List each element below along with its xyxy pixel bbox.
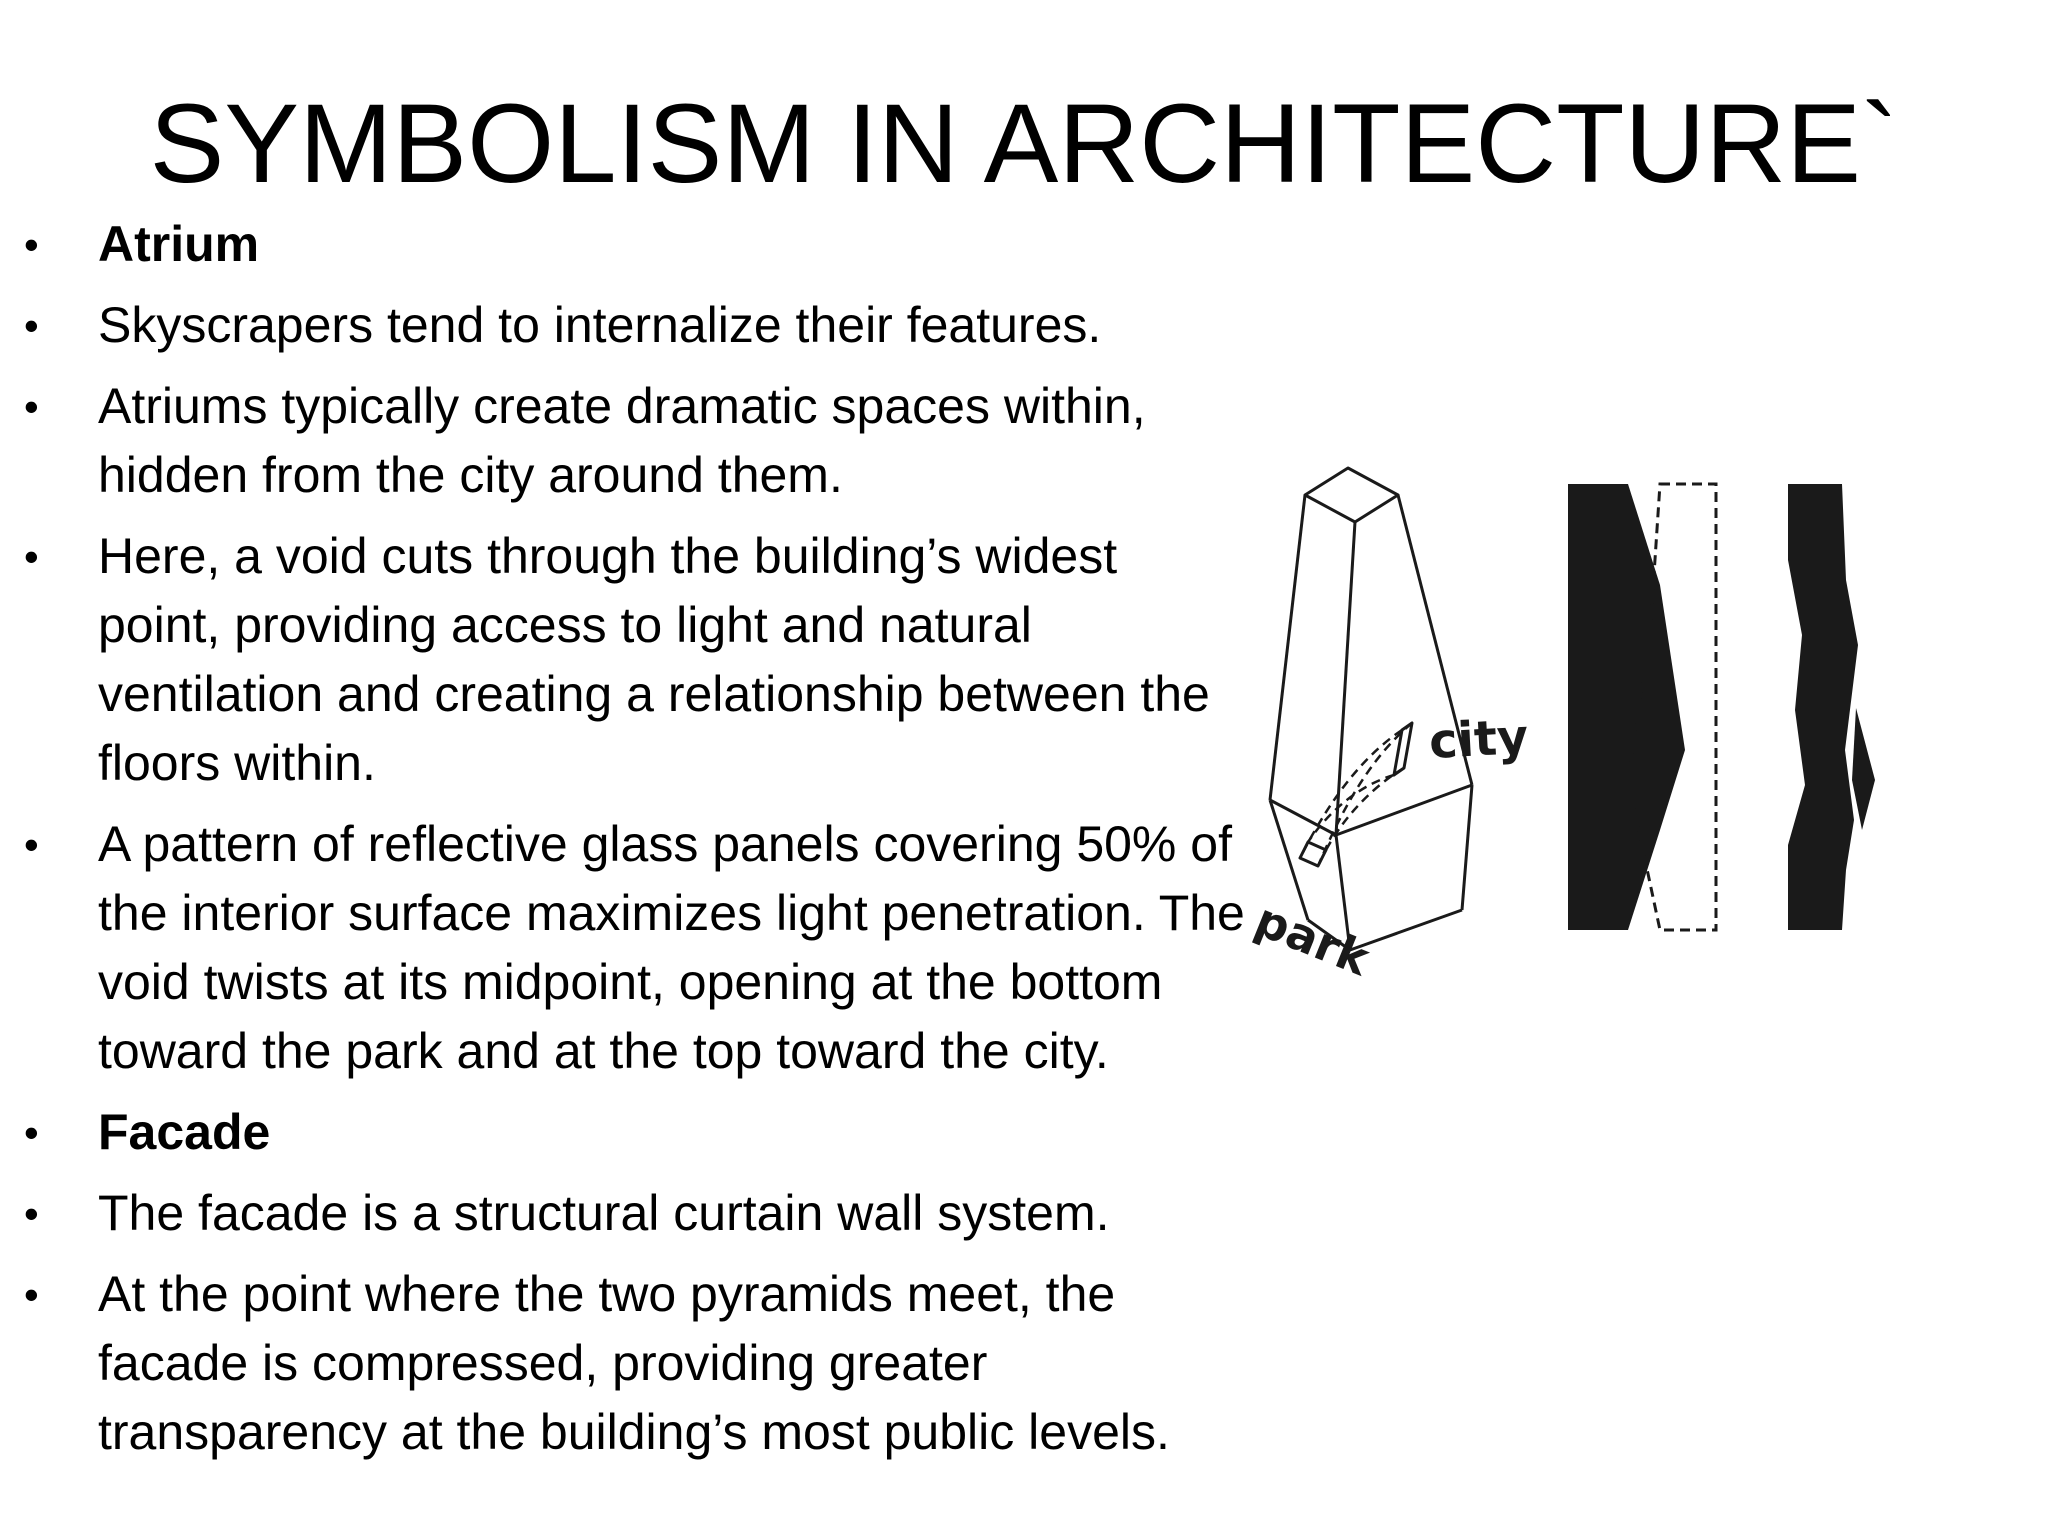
tower-edge	[1270, 495, 1305, 800]
bullet-item	[20, 372, 1250, 510]
tower-sketch	[1270, 468, 1472, 950]
tower-diagram	[1240, 450, 1980, 1020]
label-park: park	[1247, 892, 1377, 987]
bullet-item	[20, 810, 1250, 1086]
bullet-text: At the point where the two pyramids meet, the facade is compressed, providing greater transparency at the building’s most public levels.	[98, 1266, 1170, 1460]
bullet-marker: •	[24, 221, 39, 268]
bullet-item	[20, 291, 1250, 360]
bullet-marker: •	[24, 302, 39, 349]
bullet-text: A pattern of reflective glass panels covering 50% of the interior surface maximizes light penetration. The void twists at its midpoint, opening at the bottom toward the park and at the top toward the city.	[98, 816, 1245, 1079]
bullet-text: Skyscrapers tend to internalize their features.	[98, 297, 1102, 353]
bullet-item-atrium-heading	[20, 210, 1250, 279]
tower-waist-edge	[1336, 785, 1472, 835]
void-opening-bottom	[1300, 842, 1326, 866]
facade-right-solid	[1788, 484, 1858, 930]
bullet-item	[20, 522, 1250, 798]
bullet-text: Atriums typically create dramatic spaces within, hidden from the city around them.	[98, 378, 1146, 503]
bullet-item-facade-heading	[20, 1098, 1250, 1167]
bullet-marker: •	[24, 821, 39, 868]
bullet-marker: •	[24, 1190, 39, 1237]
bullet-marker: •	[24, 383, 39, 430]
bullet-list	[20, 210, 1250, 1479]
bullet-marker: •	[24, 533, 39, 580]
facade-notch	[1852, 708, 1875, 830]
tower-top-face	[1305, 468, 1398, 522]
bullet-item	[20, 1260, 1250, 1467]
bullet-text: The facade is a structural curtain wall system.	[98, 1185, 1110, 1241]
bullet-text: Here, a void cuts through the building’s widest point, providing access to light and natural ventilation and creating a relationship between the floors within.	[98, 528, 1210, 791]
bullet-text: Facade	[98, 1104, 271, 1160]
bullet-item	[20, 1179, 1250, 1248]
facade-elevation	[1568, 484, 1875, 930]
bullet-text: Atrium	[98, 216, 260, 272]
bullet-marker: •	[24, 1271, 39, 1318]
tower-edge	[1336, 522, 1355, 835]
facade-left-solid	[1568, 484, 1685, 930]
bullet-marker: •	[24, 1109, 39, 1156]
slide-title: SYMBOLISM IN ARCHITECTURE`	[149, 81, 1899, 206]
label-city: city	[1427, 708, 1530, 770]
tower-edge	[1462, 785, 1472, 910]
